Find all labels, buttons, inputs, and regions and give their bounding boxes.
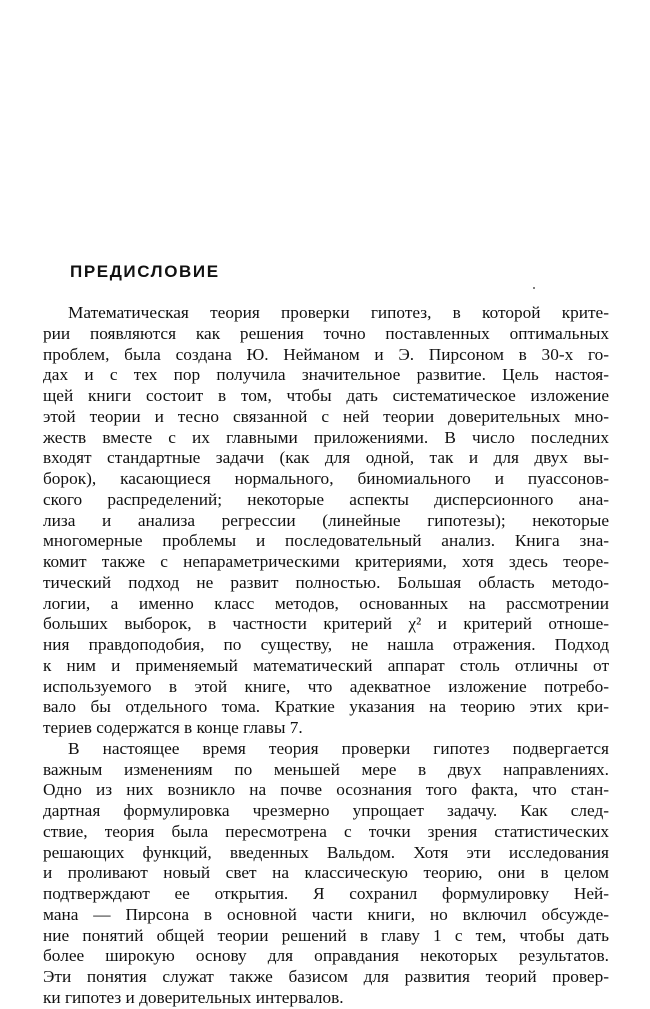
text-line: комит также с непараметрическими критериями, хотя здесь теоре- (43, 552, 609, 571)
text-line: Одно из них возникло на почве осознания того факта, что стан- (43, 780, 609, 800)
text-line: ского распределений; некоторые аспекты дисперсионного ана- (43, 489, 609, 509)
text-line: лиза и анализа регрессии (линейные гипотезы); некоторые (43, 510, 609, 530)
paragraph (43, 303, 609, 739)
text-line: ние понятий общей теории решений в главу 1 с тем, чтобы дать (43, 925, 609, 945)
text-line: используемого в этой книге, что адекватное изложение потребо- (43, 676, 609, 696)
text-line: дартная формулировка чрезмерно упрощает задачу. Как след- (43, 801, 609, 820)
text-line: Эти понятия служат также базисом для развития теорий провер- (43, 967, 609, 986)
text-line: ки гипотез и доверительных интервалов. (43, 987, 344, 1007)
text-line: и проливают новый свет на классическую теорию, они в целом (43, 863, 609, 883)
text-line: ствие, теория была пересмотрена с точки зрения статистических (43, 821, 609, 841)
preface-body (43, 303, 609, 1009)
text-line: жеств вместе с их главными приложениями. В число последних (43, 427, 609, 447)
text-line: этой теории и тесно связанной с ней теории доверительных мно- (43, 406, 609, 426)
text-line: решающих функций, введенных Вальдом. Хотя эти исследования (43, 842, 609, 862)
text-line: многомерные проблемы и последовательный анализ. Книга зна- (43, 531, 609, 551)
text-line: дах и с тех пор получила значительное развитие. Цель настоя- (43, 365, 609, 385)
text-line: вало бы отдельного тома. Краткие указания на теорию этих кри- (43, 697, 609, 717)
text-line: важным изменениям по меньшей мере в двух направлениях. (43, 759, 609, 779)
page-heading: ПРЕДИСЛОВИЕ (70, 262, 220, 281)
text-line: подтверждают ее открытия. Я сохранил формулировку Ней- (43, 884, 609, 903)
text-line: щей книги состоит в том, чтобы дать систематическое изложение (43, 386, 609, 405)
text-line: териев содержатся в конце главы 7. (43, 718, 303, 737)
text-line: входят стандартные задачи (как для одной, так и для двух вы- (43, 448, 609, 468)
text-line: проблем, была создана Ю. Нейманом и Э. Пирсоном в 30-х го- (43, 344, 609, 364)
paragraph (43, 739, 609, 1009)
text-line: рии появляются как решения точно поставленных оптимальных (43, 323, 609, 343)
text-line: к ним и применяемый математический аппарат столь отличны от (43, 655, 609, 675)
text-line: В настоящее время теория проверки гипотез подвергается (68, 738, 609, 758)
text-line: тический подход не развит полностью. Большая область методо- (43, 572, 609, 592)
text-line: больших выборок, в частности критерий χ² и критерий отноше- (43, 614, 609, 634)
text-line: более широкую основу для оправдания некоторых результатов. (43, 946, 609, 966)
text-line: Математическая теория проверки гипотез, в которой крите- (68, 303, 609, 322)
print-speck (533, 287, 535, 289)
text-line: борок), касающиеся нормального, биномиального и пуассонов- (43, 469, 609, 488)
text-line: мана — Пирсона в основной части книги, но включил обсужде- (43, 904, 609, 924)
text-line: логии, а именно класс методов, основанных на рассмотрении (43, 593, 609, 613)
text-line: ния правдоподобия, по существу, не нашла отражения. Подход (43, 635, 609, 654)
